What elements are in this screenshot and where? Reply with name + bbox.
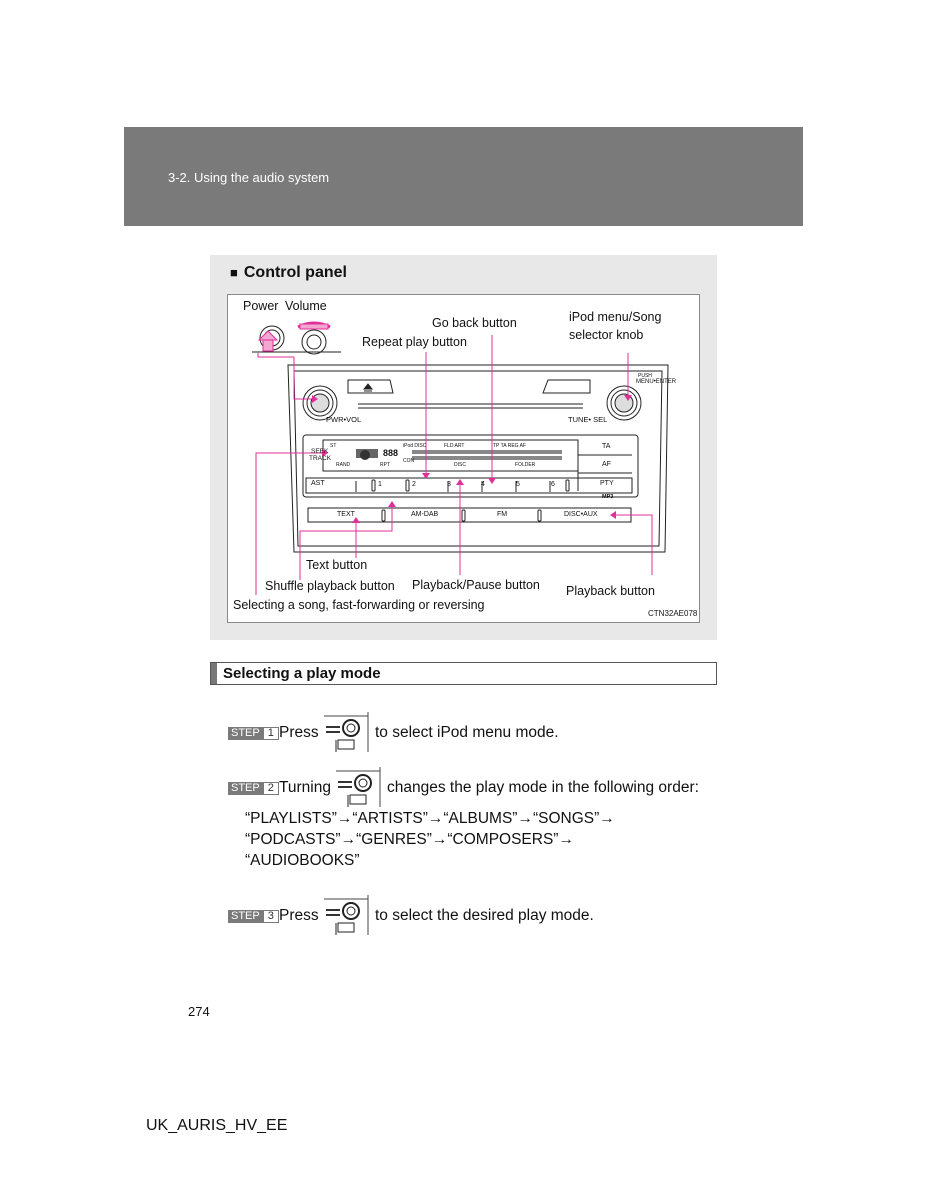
go-back-label: Go back button <box>432 316 517 330</box>
playback-label: Playback button <box>566 584 655 598</box>
step-word: STEP <box>228 727 263 740</box>
seek-callout-label: Selecting a song, fast-forwarding or reversing <box>233 598 485 612</box>
display-tp-label: TP TA REG AF <box>493 443 527 449</box>
play-order-line-3: “AUDIOBOOKS” <box>245 852 360 869</box>
knob-icon <box>324 712 370 752</box>
display-folder-label: FOLDER <box>515 462 536 468</box>
step-3-before: Press <box>279 907 319 924</box>
text-unit-label: TEXT <box>337 511 355 518</box>
preset-6-label: 6 <box>551 481 555 488</box>
fm-unit-label: FM <box>497 511 508 518</box>
knob-icon <box>324 895 370 935</box>
section-heading <box>210 662 717 685</box>
step-2-badge <box>228 782 279 795</box>
step-1-after: to select iPod menu mode. <box>375 724 559 741</box>
square-bullet-icon: ■ <box>230 265 238 280</box>
play-pause-label: Playback/Pause button <box>412 578 540 592</box>
section-heading-text: Selecting a play mode <box>223 665 381 682</box>
play-order-line-2: “PODCASTS”→“GENRES”→“COMPOSERS”→ <box>245 831 574 848</box>
track-label: TRACK <box>309 455 332 462</box>
volume-label: Volume <box>285 299 327 313</box>
display-fld-label: FLD ART <box>444 443 465 449</box>
step-word: STEP <box>228 910 263 923</box>
shuffle-label: Shuffle playback button <box>265 579 395 593</box>
footer-document-id: UK_AURIS_HV_EE <box>146 1117 288 1134</box>
disc-aux-unit-label: DISC•AUX <box>564 511 598 518</box>
figure-code: CTN32AE078 <box>648 609 698 618</box>
display-digits: 888 <box>383 448 399 458</box>
step-3 <box>228 895 628 937</box>
control-panel-heading <box>230 264 347 282</box>
power-volume-inset <box>252 323 341 354</box>
display-con-label: CON <box>403 458 415 464</box>
step-2-after: changes the play mode in the following order: <box>387 779 699 796</box>
seek-label: SEEK <box>311 448 329 455</box>
preset-2-label: 2 <box>412 481 416 488</box>
push-label: PUSH <box>638 373 652 379</box>
ipod-menu-label-1: iPod menu/Song <box>569 310 662 324</box>
display-ipod-label: iPod DISC <box>403 443 427 449</box>
preset-3-label: 3 <box>447 481 451 488</box>
preset-4-label: 4 <box>481 481 485 488</box>
pty-label: PTY <box>600 480 614 487</box>
step-2-before: Turning <box>279 779 331 796</box>
text-button-label: Text button <box>306 558 368 572</box>
step-3-badge <box>228 910 279 923</box>
step-number: 1 <box>263 727 279 740</box>
step-number: 2 <box>263 782 279 795</box>
display-st-label: ST <box>330 443 337 449</box>
step-number: 3 <box>263 910 279 923</box>
control-panel-heading-text: Control panel <box>243 264 347 281</box>
step-1 <box>228 712 628 754</box>
display-rpt-label: RPT <box>380 462 390 468</box>
section-title: 3-2. Using the audio system <box>168 170 330 185</box>
am-dab-unit-label: AM-DAB <box>411 511 439 518</box>
step-word: STEP <box>228 782 263 795</box>
step-1-before: Press <box>279 724 319 741</box>
control-panel-box <box>210 255 717 640</box>
preset-1-label: 1 <box>378 481 382 488</box>
audio-unit-diagram <box>227 294 700 623</box>
audio-unit-body <box>288 365 668 552</box>
page-number: 274 <box>188 1004 210 1019</box>
mp3-label: MP3 <box>602 494 614 500</box>
display-rand-label: RAND <box>336 462 351 468</box>
pwr-vol-label: PWR•VOL <box>326 415 362 424</box>
knob-icon <box>336 767 382 807</box>
section-header-band <box>124 127 803 226</box>
menu-enter-label: MENU•ENTER <box>636 379 677 385</box>
display-disc-label: DISC <box>454 462 466 468</box>
tune-sel-label: TUNE• SEL <box>568 415 608 424</box>
play-order-line-1: “PLAYLISTS”→“ARTISTS”→“ALBUMS”→“SONGS”→ <box>245 810 615 827</box>
repeat-label: Repeat play button <box>362 335 467 349</box>
power-label: Power <box>243 299 279 313</box>
ipod-menu-label-2: selector knob <box>569 328 644 342</box>
step-1-badge <box>228 727 279 740</box>
step-3-after: to select the desired play mode. <box>375 907 594 924</box>
af-label: AF <box>602 461 611 468</box>
section-accent <box>211 663 217 684</box>
ta-label: TA <box>602 443 611 450</box>
step-2 <box>228 767 728 809</box>
ast-label: AST <box>311 480 325 487</box>
preset-5-label: 5 <box>516 481 520 488</box>
